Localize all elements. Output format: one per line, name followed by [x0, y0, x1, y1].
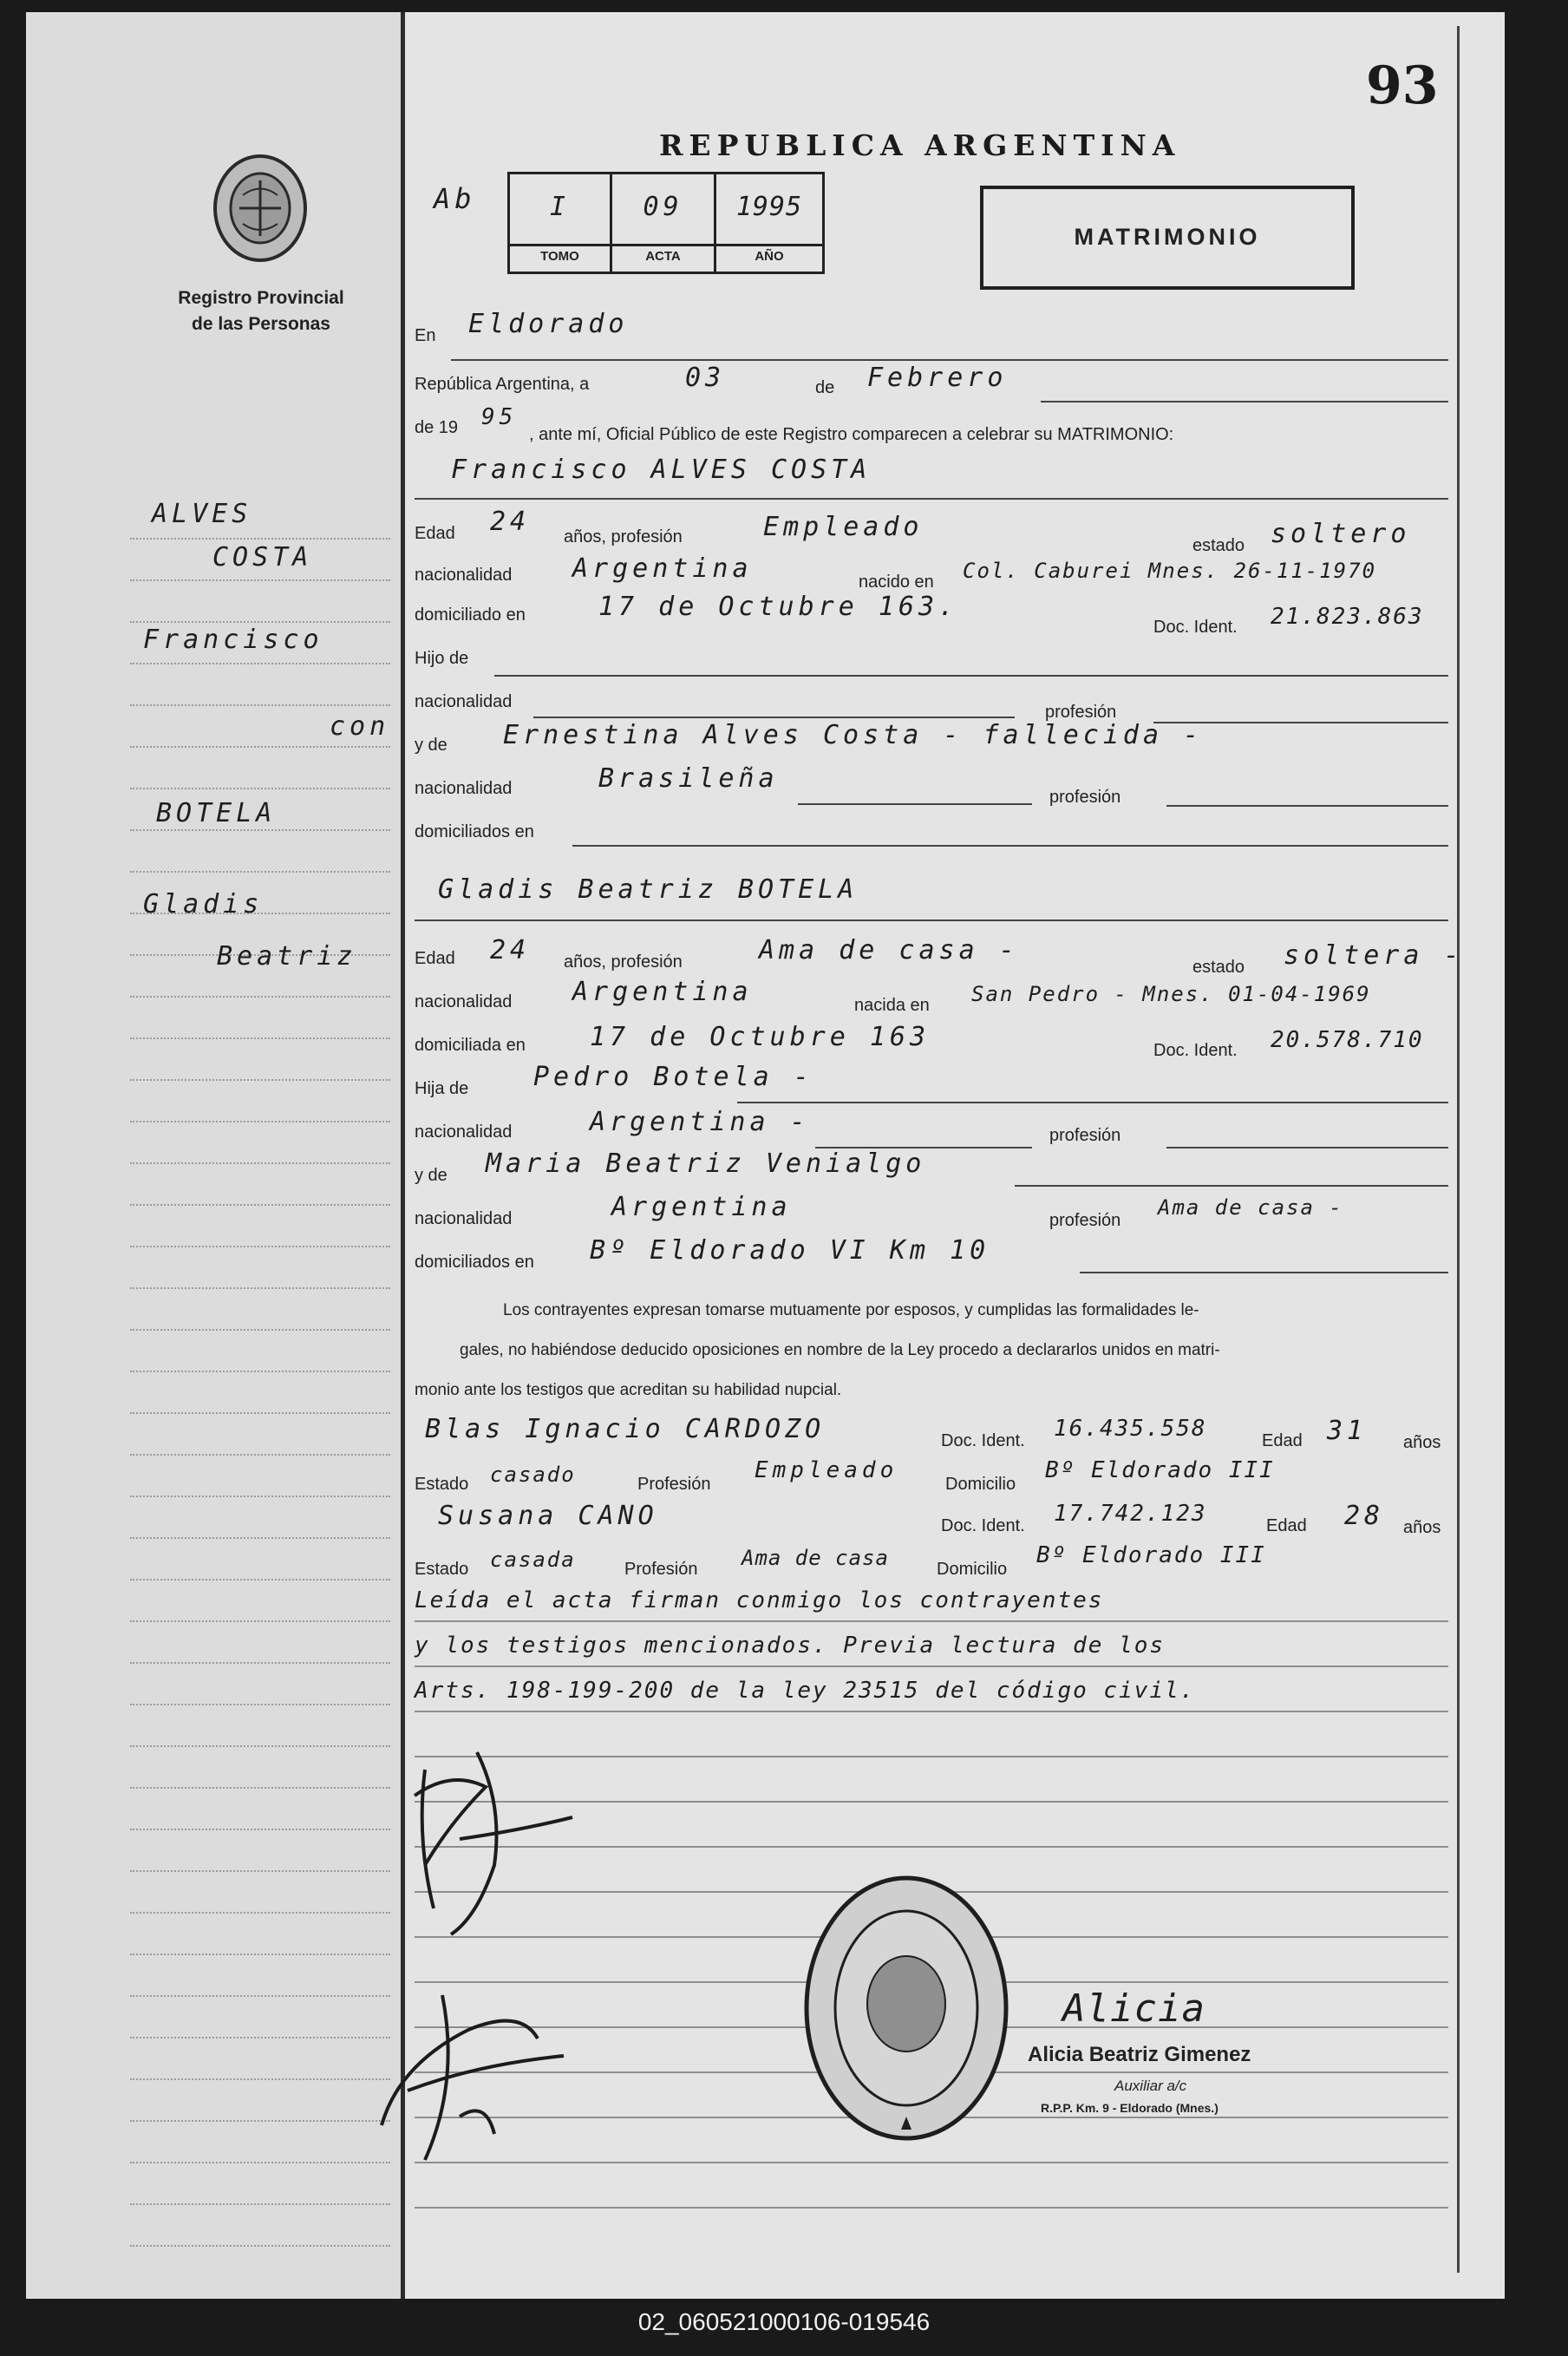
bride-madre-nac-label: nacionalidad: [415, 1209, 513, 1228]
en-label: En: [415, 326, 436, 345]
bride-domicilio: 17 de Octubre 163: [590, 1022, 931, 1052]
tomo-value: I: [549, 192, 571, 222]
official-name: Alicia Beatriz Gimenez: [1028, 2043, 1251, 2066]
bride-nac-label: nacionalidad: [415, 992, 513, 1011]
witness-1-doc-label: Doc. Ident.: [941, 1431, 1025, 1450]
bride-estado-label: estado: [1192, 958, 1245, 977]
groom-profesion: Empleado: [763, 512, 924, 542]
bride-domiciliados-label: domiciliados en: [415, 1253, 534, 1272]
witness-2-edad: 28: [1344, 1501, 1385, 1531]
groom-madre: Ernestina Alves Costa - fallecida -: [503, 720, 1204, 750]
witness-2-anos-label: años: [1403, 1518, 1441, 1537]
margin-note-bride-first: Gladis: [143, 889, 264, 919]
witness-2-estado: casada: [490, 1548, 576, 1572]
margin-note-con: con: [330, 711, 390, 742]
closing-note-line-3: Arts. 198-199-200 de la ley 23515 del código civil.: [415, 1678, 1196, 1704]
groom-madre-prof-label: profesión: [1049, 788, 1121, 807]
witness-2-profesion: Ama de casa: [742, 1546, 889, 1570]
groom-hijo-label: Hijo de: [415, 649, 469, 668]
margin-divider-line: [401, 12, 405, 2299]
margin-note-surname-1: ALVES: [152, 499, 252, 529]
bride-padre-nac-label: nacionalidad: [415, 1122, 513, 1142]
title-box: [980, 186, 1355, 290]
groom-nacido: Col. Caburei Mnes. 26-11-1970: [963, 559, 1377, 583]
groom-yde-label: y de: [415, 736, 448, 755]
ante-text: , ante mí, Oficial Público de este Registro comparecen a celebrar su MATRIMONIO:: [529, 425, 1174, 444]
bride-madre-prof: Ama de casa -: [1158, 1195, 1343, 1220]
witness-1-edad-label: Edad: [1262, 1431, 1303, 1450]
de-label: de: [815, 378, 835, 397]
witness-2-doc-label: Doc. Ident.: [941, 1516, 1025, 1535]
bride-doc-label: Doc. Ident.: [1153, 1041, 1238, 1060]
bride-edad: 24: [490, 935, 531, 965]
groom-name: Francisco ALVES COSTA: [451, 455, 872, 485]
groom-profesion-label: años, profesión: [564, 527, 683, 546]
witness-2-doc: 17.742.123: [1054, 1501, 1207, 1527]
bride-profesion-label: años, profesión: [564, 952, 683, 972]
witness-2-estado-label: Estado: [415, 1560, 469, 1579]
groom-nacido-label: nacido en: [859, 573, 934, 592]
groom-domiciliados-label: domiciliados en: [415, 822, 534, 841]
groom-nacionalidad: Argentina: [572, 553, 753, 584]
year-suffix: 95: [481, 404, 518, 430]
left-margin-column: [26, 12, 403, 2299]
bride-padre-nac: Argentina -: [590, 1107, 810, 1137]
closing-note-line-2: y los testigos mencionados. Previa lectura de los: [415, 1633, 1166, 1659]
bride-estado: soltera -: [1284, 940, 1464, 971]
acta-label: ACTA: [645, 249, 681, 264]
witness-2-name: Susana CANO: [438, 1501, 658, 1531]
witness-1-name: Blas Ignacio CARDOZO: [425, 1414, 826, 1444]
official-signature: Alicia: [1062, 1986, 1205, 2031]
groom-doc: 21.823.863: [1271, 604, 1424, 630]
margin-note-bride-second: Beatriz: [217, 941, 357, 972]
witness-2-edad-label: Edad: [1266, 1516, 1307, 1535]
declaration-line-2: gales, no habiéndose deducido oposiciones en nombre de la Ley procedo a declararlos unidos en matri-: [460, 1341, 1220, 1359]
witness-1-domicilio-label: Domicilio: [945, 1475, 1016, 1494]
document-title: MATRIMONIO: [1074, 224, 1261, 250]
official-title: Auxiliar a/c: [1114, 2078, 1187, 2094]
year-prefix: de 19: [415, 418, 459, 437]
witness-1-estado-label: Estado: [415, 1475, 469, 1494]
bride-hija-label: Hija de: [415, 1079, 469, 1098]
groom-doc-label: Doc. Ident.: [1153, 618, 1238, 637]
registry-label-line2: de las Personas: [192, 314, 330, 334]
republica-label: República Argentina, a: [415, 375, 590, 394]
place-value: Eldorado: [468, 309, 629, 339]
registry-label-line1: Registro Provincial: [178, 288, 344, 308]
declaration-line-3: monio ante los testigos que acreditan su habilidad nupcial.: [415, 1381, 842, 1399]
month-value: Febrero: [867, 363, 1008, 393]
groom-estado-label: estado: [1192, 536, 1245, 555]
bride-doc: 20.578.710: [1271, 1027, 1424, 1053]
image-identifier: 02_060521000106-019546: [637, 2308, 931, 2335]
witness-2-domicilio: Bº Eldorado III: [1036, 1542, 1266, 1568]
groom-domicilio-label: domiciliado en: [415, 605, 526, 625]
groom-domicilio: 17 de Octubre 163.: [598, 592, 959, 622]
witness-1-profesion-label: Profesión: [637, 1475, 711, 1494]
bride-madre: Maria Beatriz Venialgo: [486, 1149, 926, 1179]
margin-note-surname-2: COSTA: [212, 542, 313, 573]
anio-label: AÑO: [755, 249, 784, 264]
official-office: R.P.P. Km. 9 - Eldorado (Mnes.): [1041, 2101, 1218, 2115]
witness-1-anos-label: años: [1403, 1433, 1441, 1452]
groom-estado: soltero: [1271, 519, 1411, 549]
witness-1-doc: 16.435.558: [1054, 1416, 1207, 1442]
bride-nacionalidad: Argentina: [572, 977, 753, 1007]
tomo-label: TOMO: [540, 249, 579, 264]
acta-value: 09: [643, 192, 683, 222]
groom-edad: 24: [490, 507, 531, 537]
anio-value: 1995: [735, 192, 803, 222]
witness-1-estado: casado: [490, 1463, 576, 1487]
groom-madre-nac-label: nacionalidad: [415, 779, 513, 798]
bride-madre-prof-label: profesión: [1049, 1211, 1121, 1230]
groom-padre-nac-label: nacionalidad: [415, 692, 513, 711]
bride-profesion: Ama de casa -: [759, 935, 1019, 965]
bride-name: Gladis Beatriz BOTELA: [438, 874, 859, 905]
page-number: 93: [1366, 56, 1439, 116]
bride-nacida-label: nacida en: [854, 996, 930, 1015]
signature-groom: [399, 1735, 590, 1952]
margin-note-bride-surname: BOTELA: [156, 798, 277, 828]
bride-domicilio-label: domiciliada en: [415, 1036, 526, 1055]
bride-madre-nac: Argentina: [611, 1192, 792, 1222]
declaration-line-1: Los contrayentes expresan tomarse mutuamente por esposos, y cumplidas las formalidades le-: [503, 1301, 1199, 1319]
coat-of-arms-icon: [208, 147, 312, 265]
groom-madre-nac: Brasileña: [598, 763, 779, 794]
groom-nac-label: nacionalidad: [415, 566, 513, 585]
groom-padre-prof-label: profesión: [1045, 703, 1117, 722]
act-number-box: [507, 172, 825, 274]
margin-note-firstname: Francisco: [143, 625, 323, 655]
act-prefix: Ab: [434, 182, 476, 215]
groom-edad-label: Edad: [415, 524, 455, 543]
bride-nacida: San Pedro - Mnes. 01-04-1969: [971, 982, 1371, 1006]
bride-edad-label: Edad: [415, 949, 455, 968]
signature-bride: [364, 1960, 590, 2177]
bride-yde-label: y de: [415, 1166, 448, 1185]
bride-domiciliados: Bº Eldorado VI Km 10: [590, 1235, 990, 1266]
bride-padre-prof-label: profesión: [1049, 1126, 1121, 1145]
witness-2-profesion-label: Profesión: [624, 1560, 698, 1579]
closing-note-line-1: Leída el acta firman conmigo los contrayentes: [415, 1587, 1104, 1613]
witness-1-edad: 31: [1327, 1416, 1368, 1446]
witness-1-profesion: Empleado: [755, 1457, 898, 1483]
right-border-line: [1457, 26, 1460, 2273]
country-heading: REPUBLICA ARGENTINA: [659, 128, 1181, 162]
witness-2-domicilio-label: Domicilio: [937, 1560, 1008, 1579]
day-value: 03: [685, 363, 726, 393]
bride-padre: Pedro Botela -: [533, 1062, 813, 1092]
witness-1-domicilio: Bº Eldorado III: [1045, 1457, 1275, 1483]
official-stamp: [794, 1865, 1019, 2151]
